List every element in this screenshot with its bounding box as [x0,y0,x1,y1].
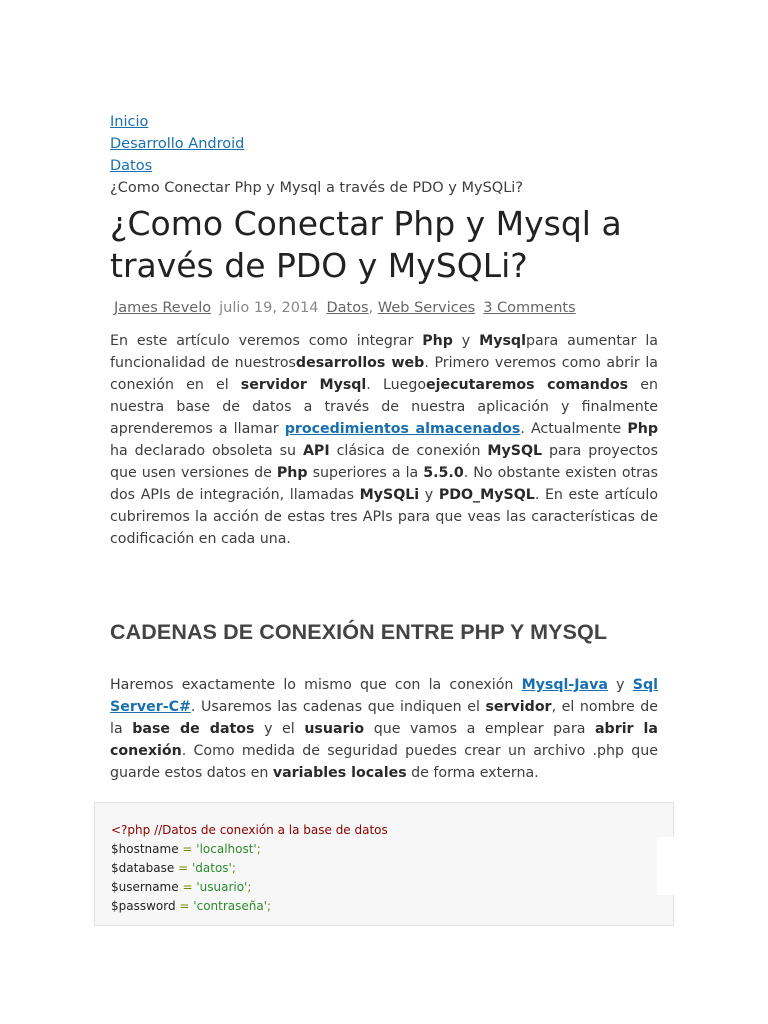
category-link-web-services[interactable]: Web Services [377,300,476,316]
post-date: julio 19, 2014 [219,300,319,316]
code-line: $hostname = 'localhost'; [111,842,261,856]
code-line: $password = 'contraseña'; [111,899,272,913]
intro-paragraph: En este artículo veremos como integrar Php y Mysqlpara aumentar la funcionalidad de nuestrosdesarrollos web. Primero veremos como abrir la conexión en el servidor Mysql. Luegoejecutaremos comandos en nuestra base de datos a través de nuestra aplicación y finalmente aprenderemos a llamar procedimientos almacenados. Actualmente Php ha declarado obsoleta su API clásica de conexión MySQL para proyectos que usen versiones de Php superiores a la 5.5.0. No obstante existen otras dos APIs de integración, llamadas MySQLi y PDO_MySQL. En este artículo cubriremos la acción de estas tres APIs para que veas las características de codificación en cada una. [110,333,659,547]
category-link-datos[interactable]: Datos [326,300,369,316]
code-line: $database = 'datos'; [111,861,236,875]
code-block [94,802,674,926]
category-separator: , [368,300,374,316]
connection-paragraph: Haremos exactamente lo mismo que con la conexión Mysql-Java y Sql Server-C#. Usaremos las cadenas que indiquen el servidor, el nombre de la base de datos y el usuario que vamos a emplear para abrir la conexión. Como medida de seguridad puedes crear un archivo .php que guarde estos datos en variables locales de forma externa. [110,677,658,781]
breadcrumb-link-desarrollo-android[interactable]: Desarrollo Android [110,136,245,152]
breadcrumb-link-inicio[interactable]: Inicio [110,114,149,130]
breadcrumb-current: ¿Como Conectar Php y Mysql a través de PDO y MySQLi? [110,180,524,196]
code-block-edge [657,837,675,895]
section-heading: CADENAS DE CONEXIÓN ENTRE PHP Y MYSQL [110,620,608,644]
article-meta [114,300,576,316]
breadcrumb-link-datos[interactable]: Datos [110,158,153,174]
breadcrumb [110,111,523,199]
link-mysql-java[interactable]: Mysql-Java [521,677,608,693]
code-line: <?php //Datos de conexión a la base de datos [111,823,388,837]
link-sql-server-csharp[interactable]: Sql Server-C# [110,677,658,715]
comments-link[interactable]: 3 Comments [483,300,576,316]
code-line: $username = 'usuario'; [111,880,252,894]
article-title: ¿Como Conectar Php y Mysql a través de PDO y MySQLi? [110,204,622,285]
author-link[interactable]: James Revelo [114,300,212,316]
link-procedimientos-almacenados[interactable]: procedimientos almacenados [284,421,521,437]
